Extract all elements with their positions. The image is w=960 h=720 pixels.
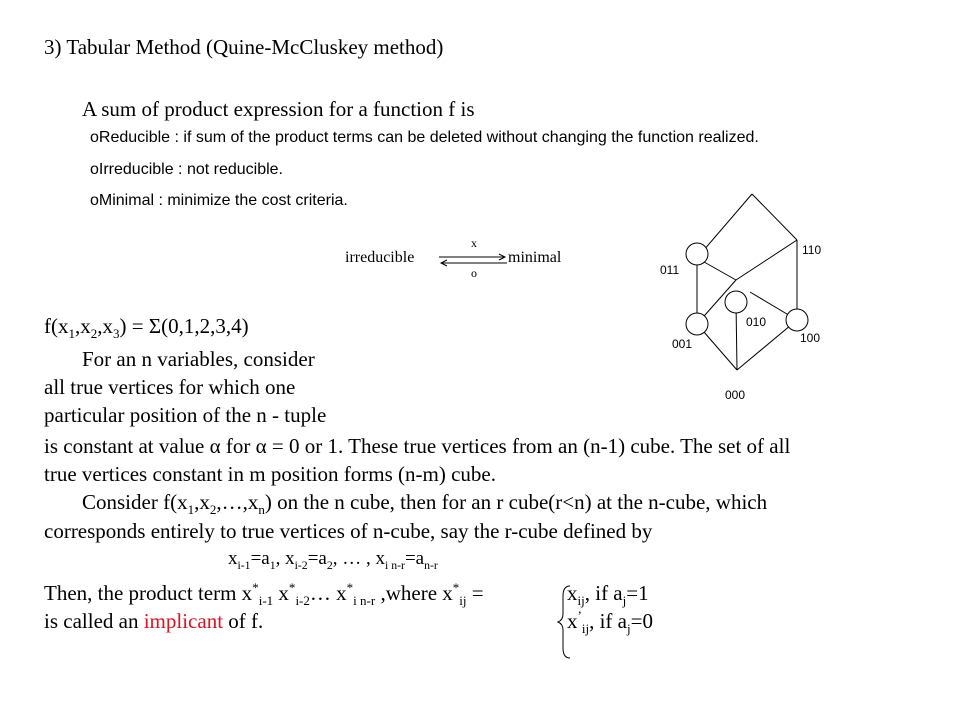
function-definition: $f(x_1,x_2,x_3) = \Sigma(0,1,2,3,4)$ bbox=[44, 314, 249, 342]
paragraph-line-5: true vertices constant in m position forms (n-m) cube. bbox=[44, 462, 496, 486]
relation-right: minimal bbox=[508, 249, 562, 266]
page-heading: 3) Tabular Method (Quine-McCluskey method) bbox=[44, 35, 444, 59]
implicant-term: implicant bbox=[143, 609, 224, 633]
alpha-symbol: α bbox=[255, 434, 267, 458]
vertex-001-label: 001 bbox=[672, 337, 693, 351]
bullet-irreducible: oIrreducible : not reducible. bbox=[90, 161, 283, 178]
vertex-011-label: 011 bbox=[660, 263, 680, 277]
relation-arrows bbox=[437, 252, 509, 268]
cube-edge bbox=[752, 194, 797, 240]
corresponds-line: corresponds entirely to true vertices of n-cube, say the r-cube defined by bbox=[44, 519, 653, 543]
cube-diagram bbox=[640, 180, 840, 410]
cube-edge bbox=[736, 240, 797, 280]
case-two: $x^’_{ij}$, if $a_j=0$ bbox=[567, 608, 653, 637]
assignment-line: $x_{i-1}=a_1$, $x_{i-2}=a_2$, … , $x_{i n-r}=a_{n-r}$ bbox=[228, 548, 438, 572]
alpha-symbol: α bbox=[209, 434, 221, 458]
relation-bottom-mark: o bbox=[471, 266, 477, 280]
vertex-010-label: 010 bbox=[746, 315, 767, 329]
vertex-010-circle bbox=[725, 291, 747, 313]
vertex-110-label: 110 bbox=[802, 243, 822, 257]
relation-left: irreducible bbox=[345, 249, 415, 266]
vertex-100-circle bbox=[786, 309, 808, 331]
bullet-reducible: oReducible : if sum of the product terms can be deleted without changing the function realized. bbox=[90, 129, 759, 146]
then-line: Then, the product term $x^*_{i-1}$ $x^*_{i-2}\dots$ $x^*_{i n-r}$ ,where $x^*_{ij}$ = bbox=[44, 580, 484, 609]
vertex-011-circle bbox=[686, 243, 708, 265]
sigma-symbol: Σ bbox=[148, 314, 162, 338]
implicant-line: is called an implicant of f. bbox=[44, 609, 264, 633]
paragraph-line-1: For an n variables, consider bbox=[82, 347, 315, 371]
case-one: $x_{ij}$, if $a_j=1$ bbox=[567, 581, 649, 609]
intro-text: A sum of product expression for a function f is bbox=[82, 97, 475, 121]
paragraph-line-3: particular position of the n - tuple bbox=[44, 403, 327, 427]
vertex-100-label: 100 bbox=[800, 331, 821, 345]
bullet-minimal: oMinimal : minimize the cost criteria. bbox=[90, 192, 348, 209]
vertex-001-circle bbox=[686, 313, 708, 335]
consider-line: Consider $f(x_1,x_2,\dots,x_n)$ on the n cube, then for an r cube(r<n) at the n-cube, which bbox=[82, 490, 768, 518]
vertex-000-label: 000 bbox=[725, 388, 746, 402]
relation-top-mark: x bbox=[471, 236, 477, 250]
paragraph-line-4: is constant at value α for α = 0 or 1. These true vertices from an (n-1) cube. The set of all bbox=[44, 434, 791, 458]
paragraph-line-2: all true vertices for which one bbox=[44, 375, 296, 399]
